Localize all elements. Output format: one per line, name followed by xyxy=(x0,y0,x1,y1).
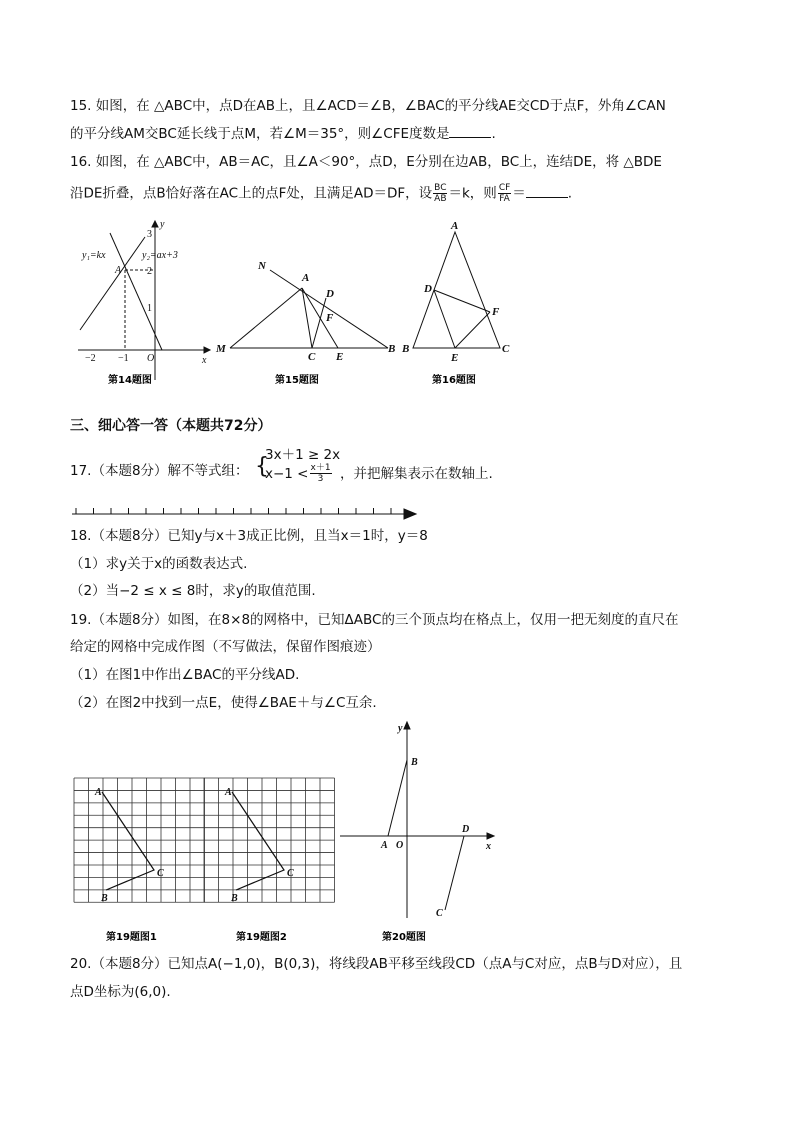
fig15-label-e: E xyxy=(336,351,344,363)
q16-line1: 16. 如图，在 △ABC中，AB＝AC，且∠A＜90°，点D，E分别在边AB，BC上，连结DE，将 △BDE xyxy=(70,154,662,170)
q17-frac-den: 3 xyxy=(317,474,324,484)
fig14-tick-y-1: 1 xyxy=(147,303,152,314)
q17-ineq2-fraction xyxy=(310,463,332,484)
q18-stem: 18.（本题8分）已知y与x＋3成正比例，且当x＝1时，y＝8 xyxy=(70,528,428,544)
fig14-tick-y-2: 2 xyxy=(147,266,152,277)
number-line-arrow xyxy=(404,509,416,519)
q17-ineq1: 3x＋1 ≥ 2x xyxy=(265,447,341,463)
fig20-label-o: O xyxy=(396,840,404,851)
fig15-label-m: M xyxy=(216,343,226,355)
q17-brace: { xyxy=(255,454,269,479)
number-line[interactable] xyxy=(70,502,420,522)
q16-line2-text: 沿DE折叠，点B恰好落在AC上的点F处，且满足AD＝DF，设 xyxy=(70,185,433,202)
fig20-label-c: C xyxy=(436,908,443,919)
fig16-label-e: E xyxy=(451,352,459,364)
q15-line2-end: . xyxy=(491,126,496,142)
q16-line2-eq: ＝ xyxy=(512,185,526,202)
fig16-caption: 第16题图 xyxy=(432,375,476,386)
fig20-graph xyxy=(340,722,494,918)
fig19-1-label-b: B xyxy=(101,893,108,904)
fig19-1-label-a: A xyxy=(95,787,102,798)
q19-stem1: 19.（本题8分）如图，在8×8的网格中，已知ΔABC的三个顶点均在格点上，仅用一把无刻度的直尺在 xyxy=(70,612,679,628)
q15-line2 xyxy=(70,125,496,143)
fig20-label-x: x xyxy=(486,841,491,852)
q16-frac2-num: CF xyxy=(498,183,511,193)
fig19-1-caption: 第19题图1 xyxy=(106,932,157,943)
fig14-axis-x: x xyxy=(202,355,207,366)
fig14-labels xyxy=(81,219,207,366)
fig20-labels xyxy=(380,723,491,919)
q19-part1: （1）在图1中作出∠BAC的平分线AD. xyxy=(70,667,300,683)
fig19-labels xyxy=(94,787,294,904)
fig16-label-b: B xyxy=(402,343,410,355)
fig19-2-caption: 第19题图2 xyxy=(236,932,287,943)
q16-line2-mid: ＝k，则 xyxy=(448,185,497,202)
fig19-2-label-c: C xyxy=(287,868,294,879)
q16-fraction-bc-ab xyxy=(433,183,447,204)
fig15-label-a: A xyxy=(302,272,310,284)
fig20-label-d: D xyxy=(462,824,470,835)
fig14-tick-y-3: 3 xyxy=(147,229,152,240)
fig15-label-b: B xyxy=(388,343,396,355)
fig14-tick-x-neg1: −1 xyxy=(118,353,129,364)
q19-stem2: 给定的网格中完成作图（不写做法，保留作图痕迹） xyxy=(70,639,381,655)
fig16-label-c: C xyxy=(502,343,510,355)
q17-ineq2 xyxy=(265,463,333,484)
q16-line2 xyxy=(70,183,572,204)
q16-frac2-den: FA xyxy=(499,194,510,204)
fig16-label-d: D xyxy=(424,283,432,295)
q18-part1: （1）求y关于x的函数表达式. xyxy=(70,556,248,572)
fig20-label-b: B xyxy=(411,757,418,768)
q15-answer-blank[interactable] xyxy=(449,125,491,138)
fig19-1-label-c: C xyxy=(157,868,164,879)
fig15-label-d: D xyxy=(326,288,334,300)
q16-frac1-num: BC xyxy=(434,183,447,193)
fig19-triangles xyxy=(102,792,284,890)
fig15-caption: 第15题图 xyxy=(275,375,319,386)
section-title: 三、细心答一答（本题共72分） xyxy=(70,418,272,434)
q18-part2: （2）当−2 ≤ x ≤ 8时，求y的取值范围. xyxy=(70,583,316,599)
fig15-label-f: F xyxy=(326,312,334,324)
figures-bottom xyxy=(70,718,510,948)
q17-suffix: ，并把解集表示在数轴上. xyxy=(340,466,493,482)
fig19-2-label-b: B xyxy=(231,893,238,904)
fig15-label-n: N xyxy=(258,260,266,272)
q16-frac1-den: AB xyxy=(434,194,447,204)
q16-fraction-cf-fa xyxy=(498,183,511,204)
figures-top xyxy=(70,215,530,390)
fig16-label-f: F xyxy=(492,306,500,318)
fig16-label-a: A xyxy=(451,220,459,232)
fig19-2-grid xyxy=(204,778,335,902)
q17-prefix: 17.（本题8分）解不等式组： xyxy=(70,463,249,479)
fig20-label-y: y xyxy=(398,723,403,734)
q17-frac-num: x＋1 xyxy=(310,463,331,473)
fig14-point-a: A xyxy=(115,265,122,276)
q17-ineq2-left: x−1 < xyxy=(265,465,309,482)
fig19-2-label-a: A xyxy=(225,787,232,798)
fig19-1-grid xyxy=(74,778,205,902)
fig14-graph xyxy=(78,221,210,380)
q15-line2-text: 的平分线AM交BC延长线于点M，若∠M＝35°，则∠CFE度数是 xyxy=(70,126,450,142)
fig14-y1-label: y₁=kx xyxy=(82,250,106,261)
fig20-label-a: A xyxy=(381,840,388,851)
fig14-origin: O xyxy=(147,353,155,364)
fig14-tick-x-neg2: −2 xyxy=(85,353,96,364)
fig20-caption: 第20题图 xyxy=(382,932,426,943)
q16-answer-blank[interactable] xyxy=(526,185,568,198)
fig16-labels xyxy=(401,220,510,364)
fig15-label-c: C xyxy=(308,351,316,363)
q16-line2-end: . xyxy=(567,185,573,202)
q20-line1: 20.（本题8分）已知点A(−1,0)，B(0,3)，将线段AB平移至线段CD（点A与C对应，点B与D对应），且 xyxy=(70,956,683,972)
q20-line2: 点D坐标为(6,0). xyxy=(70,984,171,1000)
fig14-axis-y: y xyxy=(160,219,165,230)
fig14-y2-label: y₂=ax+3 xyxy=(142,250,178,261)
fig14-caption: 第14题图 xyxy=(108,375,152,386)
q19-part2: （2）在图2中找到一点E，使得∠BAE＋与∠C互余. xyxy=(70,695,377,711)
q15-line1: 15. 如图，在 △ABC中，点D在AB上，且∠ACD＝∠B，∠BAC的平分线AE交CD于点F，外角∠CAN xyxy=(70,98,666,114)
